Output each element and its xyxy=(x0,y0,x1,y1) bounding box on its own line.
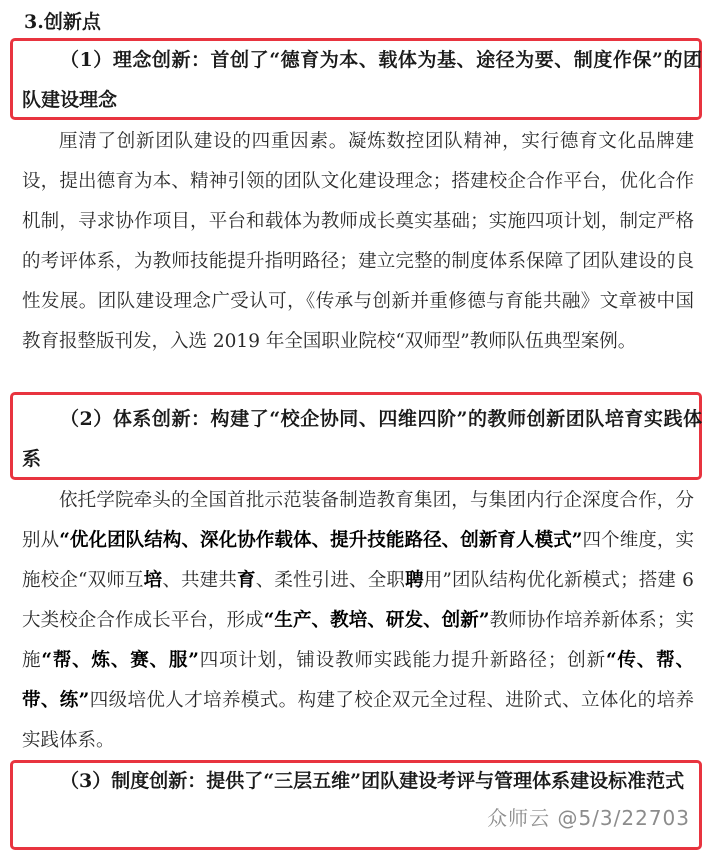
body-text: 四个维度，实施校企“双师互 xyxy=(22,530,694,591)
innovation-2-body xyxy=(22,481,694,761)
body-text: 用”团队结构优化新模式；搭建 6 大类校企合作成长平台，形成 xyxy=(22,570,694,631)
innovation-2-title: （2）体系创新：构建了“校企协同、四维四阶”的教师创新团队培育实践体系 xyxy=(22,408,702,470)
body-text: 四项计划，铺设教师实践能力提升新路径；创新 xyxy=(198,650,606,671)
body-text: 依托学院牵头的全国首批示范装备制造教育集团，与集团内行企深度合作，分别从 xyxy=(22,490,694,551)
emphasis-text: 培 xyxy=(143,570,163,591)
body-text: 教师协作培养新体系；实施 xyxy=(22,610,694,671)
body-text: 四级培优人才培养模式。构建了校企双元全过程、进阶式、立体化的培养实践体系。 xyxy=(22,690,694,751)
watermark: 众师云 @5/3/22703 xyxy=(487,806,690,830)
emphasis-text: 聘 xyxy=(405,570,424,591)
emphasis-text: “优化团队结构、深化协作载体、提升技能路径、创新育人模式” xyxy=(59,530,583,551)
innovation-1-title: （1）理念创新：首创了“德育为本、载体为基、途径为要、制度作保”的团队建设理念 xyxy=(22,49,702,111)
emphasis-text: “传、帮、带、练” xyxy=(22,650,694,711)
innovation-3-title: （3）制度创新：提供了“三层五维”团队建设考评与管理体系建设标准范式 xyxy=(60,770,685,792)
emphasis-text: 育 xyxy=(237,570,256,591)
innovation-1-body: 厘清了创新团队建设的四重因素。凝炼数控团队精神，实行德育文化品牌建设，提出德育为本、精神引领的团队文化建设理念；搭建校企合作平台，优化合作机制，寻求协作项目，平台和载体为教师成长奠实基础；实施四项计划，制定严格的考评体系，为教师技能提升指明路径；建立完整的制度体系保障了团队建设的良性发展。团队建设理念广受认可，《传承与创新并重修德与育能共融》文章被中国教育报整版刊发，入选 2019 年全国职业院校“双师型”教师队伍典型案例。 xyxy=(22,131,694,352)
body-text: 、共建共 xyxy=(162,570,238,591)
body-text: 、柔性引进、全职 xyxy=(255,570,406,591)
emphasis-text: “生产、教培、研发、创新” xyxy=(263,610,490,631)
emphasis-text: “帮、炼、赛、服” xyxy=(41,650,199,671)
section-heading: 3.创新点 xyxy=(24,11,101,33)
